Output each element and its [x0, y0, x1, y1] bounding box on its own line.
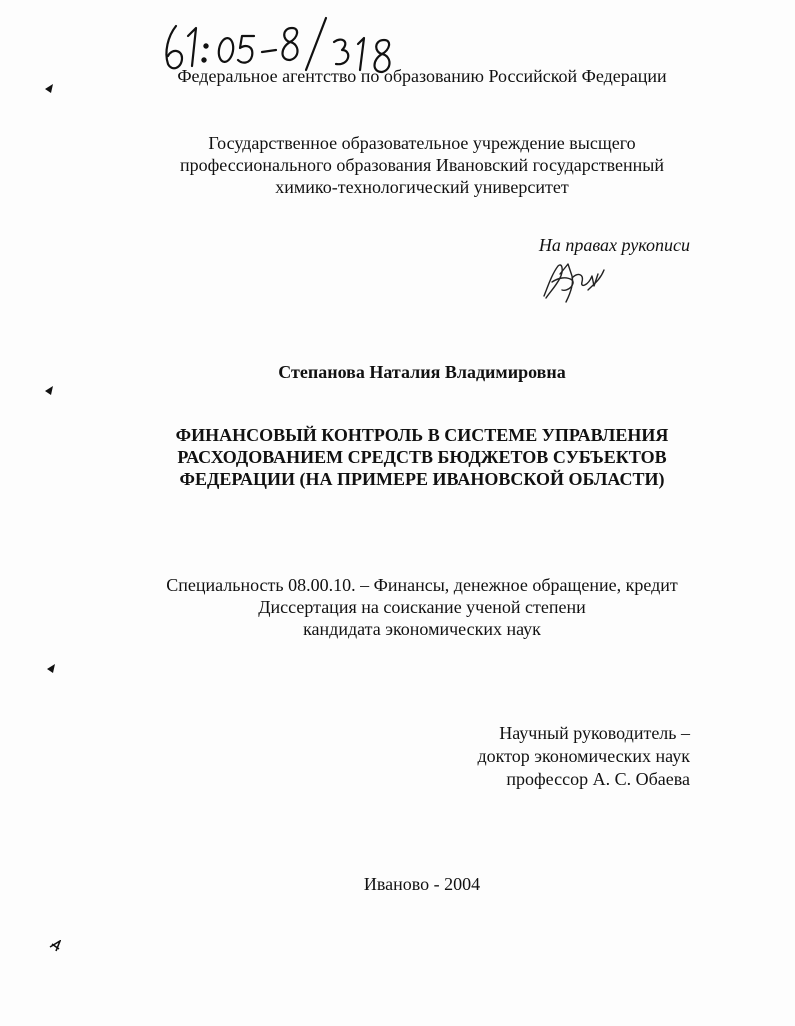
supervisor-line: доктор экономических наук: [477, 746, 690, 766]
institution-line: профессионального образования Ивановский государственный: [180, 155, 664, 175]
specialty-block: [82, 574, 762, 640]
institution-line: химико-технологический университет: [275, 177, 569, 197]
dissertation-title: [82, 424, 762, 490]
institution-line: Государственное образовательное учреждение высщего: [208, 133, 636, 153]
manuscript-note: На правах рукописи: [538, 235, 690, 255]
title-line: РАСХОДОВАНИЕМ СРЕДСТВ БЮДЖЕТОВ СУБЪЕКТОВ: [177, 447, 667, 467]
title-line: ФЕДЕРАЦИИ (НА ПРИМЕРЕ ИВАНОВСКОЙ ОБЛАСТИ): [179, 469, 665, 489]
handwritten-signature: [538, 256, 608, 306]
city-year: Иваново - 2004: [363, 874, 481, 894]
specialty-line: Специальность 08.00.10. – Финансы, денежное обращение, кредит: [166, 575, 678, 595]
scan-mark-icon: [49, 940, 61, 952]
scan-mark-icon: [45, 662, 57, 674]
institution-block: [82, 132, 762, 198]
degree-line: Диссертация на соискание ученой степени: [258, 597, 586, 617]
degree-line: кандидата экономических наук: [303, 619, 541, 639]
agency-line: Федеральное агентство по образованию Российской Федерации: [177, 66, 667, 86]
handwritten-archive-number: [160, 14, 420, 74]
supervisor-block: [420, 722, 690, 791]
title-line: ФИНАНСОВЫЙ КОНТРОЛЬ В СИСТЕМЕ УПРАВЛЕНИЯ: [175, 425, 669, 445]
supervisor-line: Научный руководитель –: [499, 723, 690, 743]
scan-mark-icon: [43, 384, 55, 396]
supervisor-line: профессор А. С. Обаева: [506, 769, 690, 789]
author-name: Степанова Наталия Владимировна: [278, 362, 566, 382]
scan-mark-icon: [43, 82, 55, 94]
